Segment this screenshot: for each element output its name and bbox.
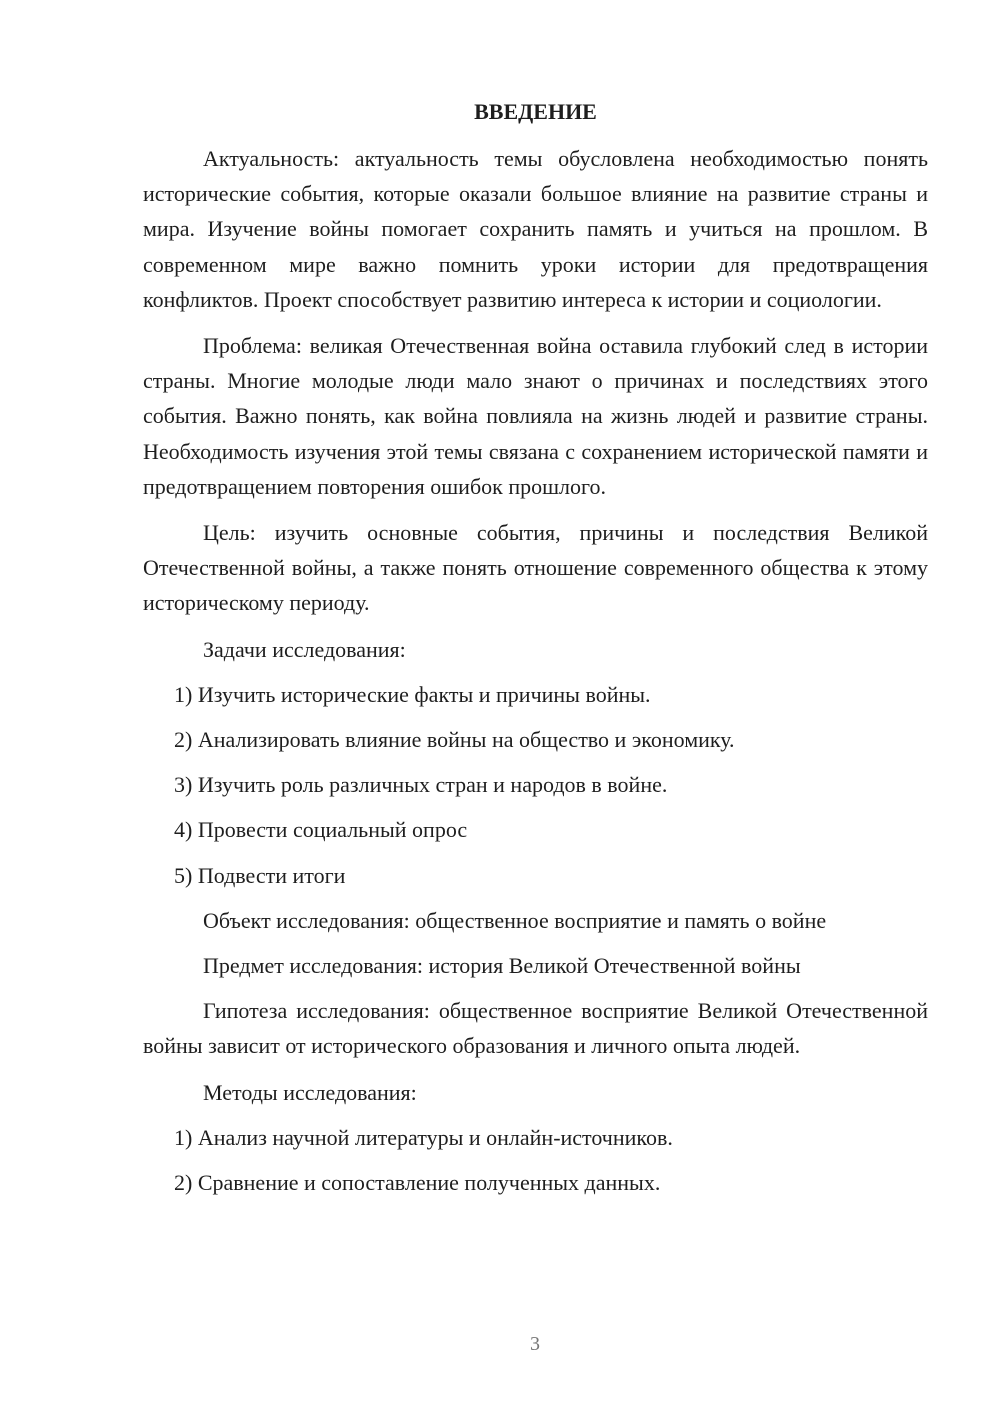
research-subject: Предмет исследования: история Великой Отечественной войны — [203, 953, 801, 979]
task-item-3: 3) Изучить роль различных стран и народов в войне. — [174, 772, 668, 798]
method-item-1: 1) Анализ научной литературы и онлайн-источников. — [174, 1124, 673, 1150]
task-item-1: 1) Изучить исторические факты и причины войны. — [174, 681, 651, 707]
hypothesis-paragraph: Гипотеза исследования: общественное восприятие Великой Отечественной войны зависит от исторического образования и личного опыта людей. — [143, 998, 928, 1059]
section-title: ВВЕДЕНИЕ — [474, 99, 597, 124]
task-item-2: 2) Анализировать влияние войны на общество и экономику. — [174, 727, 735, 753]
method-item-2: 2) Сравнение и сопоставление полученных данных. — [174, 1170, 661, 1196]
page-content — [143, 94, 928, 1210]
goal-paragraph: Цель: изучить основные события, причины и последствия Великой Отечественной войны, а также понять отношение современного общества к этому историческому периоду. — [143, 520, 928, 616]
relevance-paragraph: Актуальность: актуальность темы обусловлена необходимостью понять исторические события, которые оказали большое влияние на развитие страны и мира. Изучение войны помогает сохранить память и учиться на прошлом. В современном мире важно помнить уроки истории для предотвращения конфликтов. Проект способствует развитию интереса к истории и социологии. — [143, 146, 928, 312]
methods-heading: Методы исследования: — [203, 1079, 417, 1105]
task-item-5: 5) Подвести итоги — [174, 862, 346, 888]
problem-paragraph: Проблема: великая Отечественная война оставила глубокий след в истории страны. Многие молодые люди мало знают о причинах и последствиях этого события. Важно понять, как война повлияла на жизнь людей и развитие страны. Необходимость изучения этой темы связана с сохранением исторической памяти и предотвращением повторения ошибок прошлого. — [143, 333, 928, 499]
task-item-4: 4) Провести социальный опрос — [174, 817, 468, 843]
research-object: Объект исследования: общественное восприятие и память о войне — [203, 907, 827, 933]
tasks-heading: Задачи исследования: — [203, 636, 406, 662]
page-number: 3 — [530, 1333, 540, 1355]
